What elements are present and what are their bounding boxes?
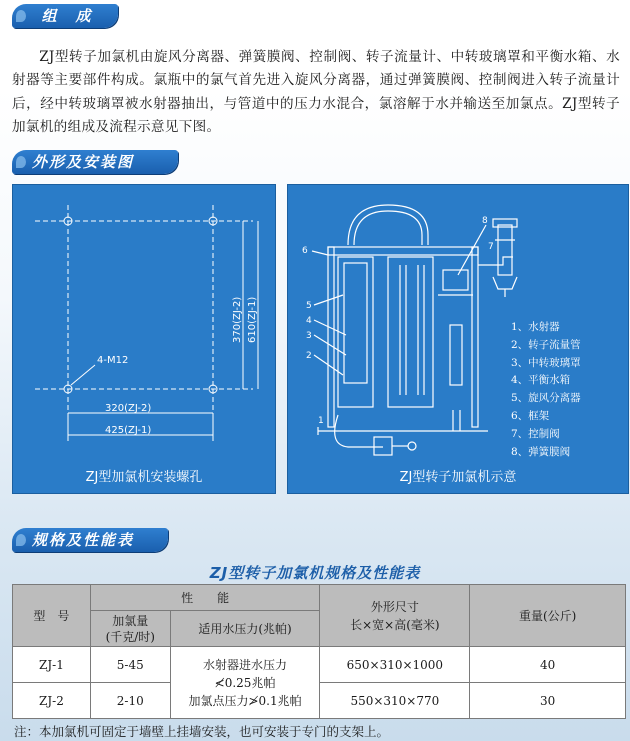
dim-width-2: 425(ZJ-1) [105,425,152,436]
intro-paragraph: ZJ型转子加氯机由旋风分离器、弹簧膜阀、控制阀、转子流量计、中转玻璃罩和平衡水箱、水射器等主要部件构成。氯瓶中的氯气首先进入旋风分离器，通过弹簧膜阀、控制阀进入转子流量计后，经中转玻璃罩被水射器抽出，与管道中的压力水混合，氯溶解于水并输送至加氯点。ZJ型转子加氯机的组成及流程示意见下图。 [12,48,620,136]
header-weight: 重量(公斤) [470,585,626,647]
install-diagram-caption: ZJ型加氯机安装螺孔 [85,470,203,485]
table-row [13,647,626,683]
spec-table [12,584,626,719]
table-row [13,683,626,719]
legend-item: 2、转子流量管 [511,338,581,351]
table-title: ZJ型转子加氯机规格及性能表 [209,564,421,582]
cell-pressure: 水射器进水压力 ≮0.25兆帕 加氯点压力≯0.1兆帕 [170,647,320,719]
callout-8: 8 [482,216,488,226]
section-title-specs: 规格及性能表 [12,528,168,552]
legend-item: 4、平衡水箱 [511,374,571,387]
cell-weight: 30 [470,683,626,719]
schematic-panel [287,184,629,494]
cell-dimensions: 550×310×770 [320,683,470,719]
install-diagram-panel [12,184,276,494]
callout-7: 7 [488,242,494,252]
schematic-caption: ZJ型转子加氯机示意 [399,470,517,485]
legend-item: 1、水射器 [511,321,560,333]
dim-height-2: 610(ZJ-1) [247,296,258,343]
callout-6: 6 [302,246,308,256]
callout-2: 2 [306,351,312,361]
legend-item: 8、弹簧膜阀 [511,445,571,458]
bolt-label: 4-M12 [97,355,129,366]
footnote: 注：本加氯机可固定于墙壁上挂墙安装，也可安装于专门的支架上。 [14,724,390,739]
cell-model: ZJ-1 [13,647,91,683]
callout-5: 5 [306,301,312,311]
callout-4: 4 [306,316,312,326]
header-model: 型 号 [13,585,91,647]
legend-item: 6、框架 [511,409,550,422]
legend-item: 3、中转玻璃罩 [511,356,581,369]
dim-width-1: 320(ZJ-2) [105,403,152,414]
legend-item: 5、旋风分离器 [511,392,581,405]
cell-dimensions: 650×310×1000 [320,647,470,683]
header-chlorine: 加氯量 (千克/时) [90,611,170,647]
cell-weight: 40 [470,647,626,683]
cell-model: ZJ-2 [13,683,91,719]
cell-chlorine: 2-10 [90,683,170,719]
install-diagram-svg [13,185,275,493]
header-performance: 性 能 [90,585,320,611]
cell-chlorine: 5-45 [90,647,170,683]
schematic-legend [511,319,621,461]
dim-height-1: 370(ZJ-2) [232,296,243,343]
section-title-appearance: 外形及安装图 [12,150,178,174]
callout-1: 1 [318,416,324,426]
header-pressure: 适用水压力(兆帕) [170,611,320,647]
header-dimensions: 外形尺寸 长×宽×高(毫米) [320,585,470,647]
section-title-composition: 组 成 [12,4,118,28]
callout-3: 3 [306,331,312,341]
legend-item: 7、控制阀 [511,427,560,440]
